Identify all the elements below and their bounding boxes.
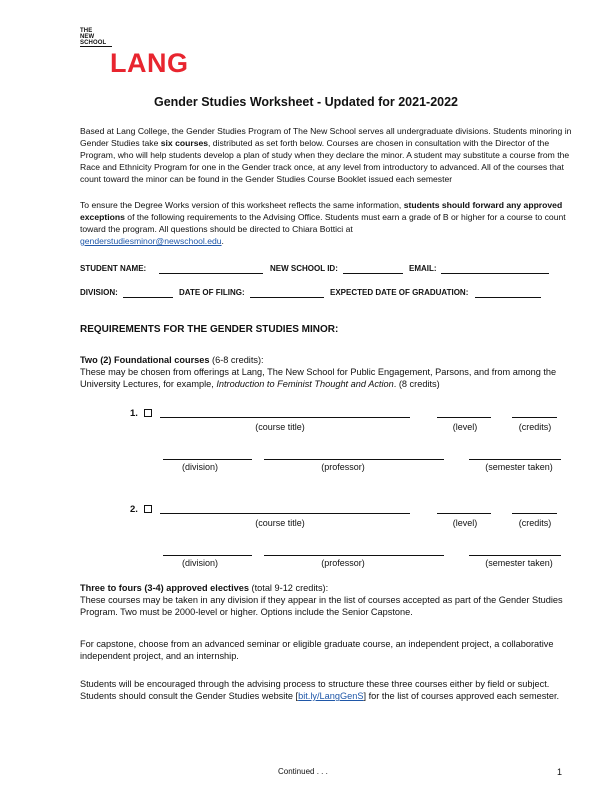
continued-note: Continued . . . [278, 767, 328, 776]
level-caption: (level) [452, 518, 478, 528]
logo-line-the: THE [80, 28, 93, 34]
intro2-text-cont: of the following requirements to the Advising Office. Students must earn a grade of B or higher for a course to count toward the program. All questions should be directed to Chiara Bottici at [80, 212, 566, 234]
division-input[interactable] [123, 297, 173, 298]
level-caption: (level) [452, 422, 478, 432]
division-course-input[interactable] [163, 459, 252, 460]
course-title-input[interactable] [160, 417, 410, 418]
credits-caption: (credits) [518, 518, 552, 528]
credits-input[interactable] [512, 417, 557, 418]
electives-paragraph-3 [80, 678, 580, 702]
electives-paragraph-2: For capstone, choose from an advanced seminar or eligible graduate course, an independent project, a collaborative independent project, and an internship. [80, 639, 554, 661]
logo-line-school: SCHOOL [80, 40, 112, 47]
intro-bold: six courses [160, 138, 209, 148]
intro-paragraph-2 [80, 199, 578, 247]
foundational-section [80, 354, 580, 390]
intro-text: Based at Lang College, the Gender Studies Program of The New School serves all undergraduate divisions. Students minoring in Gender Studies take [80, 126, 572, 148]
course-entry-number: 1. [130, 408, 138, 419]
school-id-input[interactable] [343, 273, 403, 274]
course-title-caption: (course title) [255, 422, 305, 432]
credits-caption: (credits) [518, 422, 552, 432]
intro2-text: To ensure the Degree Works version of this worksheet reflects the same information, [80, 200, 404, 210]
grad-date-label: EXPECTED DATE OF GRADUATION: [330, 288, 469, 297]
semester-input[interactable] [469, 459, 561, 460]
student-name-input[interactable] [159, 273, 263, 274]
grad-date-input[interactable] [475, 297, 541, 298]
school-logo [80, 28, 112, 47]
division-caption: (division) [181, 462, 218, 472]
professor-caption: (professor) [321, 462, 365, 472]
email-label: EMAIL: [409, 264, 437, 273]
semester-caption: (semester taken) [485, 462, 553, 472]
division-caption: (division) [181, 558, 218, 568]
foundational-example-course: Introduction to Feminist Thought and Action [216, 379, 394, 389]
gender-studies-website-link[interactable]: bit.ly/LangGenS [298, 691, 364, 701]
intro-paragraph-1 [80, 125, 578, 185]
foundational-heading: Two (2) Foundational courses [80, 355, 210, 365]
division-label: DIVISION: [80, 288, 118, 297]
electives-p3-end: ] for the list of courses approved each semester. [363, 691, 560, 701]
professor-input[interactable] [264, 555, 444, 556]
logo-brand: LANG [110, 48, 189, 78]
course-checkbox[interactable] [144, 409, 152, 417]
intro2-end: . [221, 236, 224, 246]
course-title-input[interactable] [160, 513, 410, 514]
foundational-credits: (6-8 credits): [209, 355, 264, 365]
electives-heading: Three to fours (3-4) approved electives [80, 583, 249, 593]
electives-p3-text: Students will be encouraged through the advising process to structure these three courses either by field or subject. Students should consult the Gender Studies website [ [80, 679, 550, 701]
electives-paragraph-1: These courses may be taken in any division if they appear in the list of courses accepted as part of the Gender Studies Program. Two must be 2000-level or higher. Options include the Senior Capstone. [80, 595, 563, 617]
level-input[interactable] [437, 513, 491, 514]
page-number: 1 [557, 767, 563, 777]
student-name-label: STUDENT NAME: [80, 264, 147, 273]
page-title: Gender Studies Worksheet - Updated for 2021-2022 [153, 95, 459, 109]
professor-input[interactable] [264, 459, 444, 460]
electives-credits: (total 9-12 credits): [249, 583, 329, 593]
intro2-bold: students should forward any approved exceptions [80, 200, 563, 222]
electives-section [80, 582, 580, 618]
course-entry-number: 2. [130, 504, 138, 515]
requirements-heading: REQUIREMENTS FOR THE GENDER STUDIES MINOR: [80, 324, 339, 335]
school-id-label: NEW SCHOOL ID: [270, 264, 338, 273]
semester-input[interactable] [469, 555, 561, 556]
date-filing-label: DATE OF FILING: [179, 288, 245, 297]
level-input[interactable] [437, 417, 491, 418]
credits-input[interactable] [512, 513, 557, 514]
foundational-desc: These may be chosen from offerings at Lang, The New School for Public Engagement, Parsons, and from among the University Lectures, for example, [80, 367, 557, 389]
professor-caption: (professor) [321, 558, 365, 568]
division-course-input[interactable] [163, 555, 252, 556]
date-filing-input[interactable] [250, 297, 324, 298]
foundational-desc-end: . (8 credits) [393, 379, 440, 389]
email-input[interactable] [441, 273, 549, 274]
logo-line-new: NEW [80, 34, 95, 40]
semester-caption: (semester taken) [485, 558, 553, 568]
course-checkbox[interactable] [144, 505, 152, 513]
contact-email-link[interactable]: genderstudiesminor@newschool.edu [80, 236, 222, 246]
course-title-caption: (course title) [255, 518, 305, 528]
intro-text-cont: , distributed as set forth below. Courses are chosen in consultation with the Director of the Program, who will help students develop a plan of study when they declare the minor. A student may substitute a course from the Race and Ethnicity Program for one in the Gender track once, at any level from introductory to advanced. All of the courses that count toward the minor can be found in the Gender Studies Course Booklet issued each semester [80, 138, 570, 184]
